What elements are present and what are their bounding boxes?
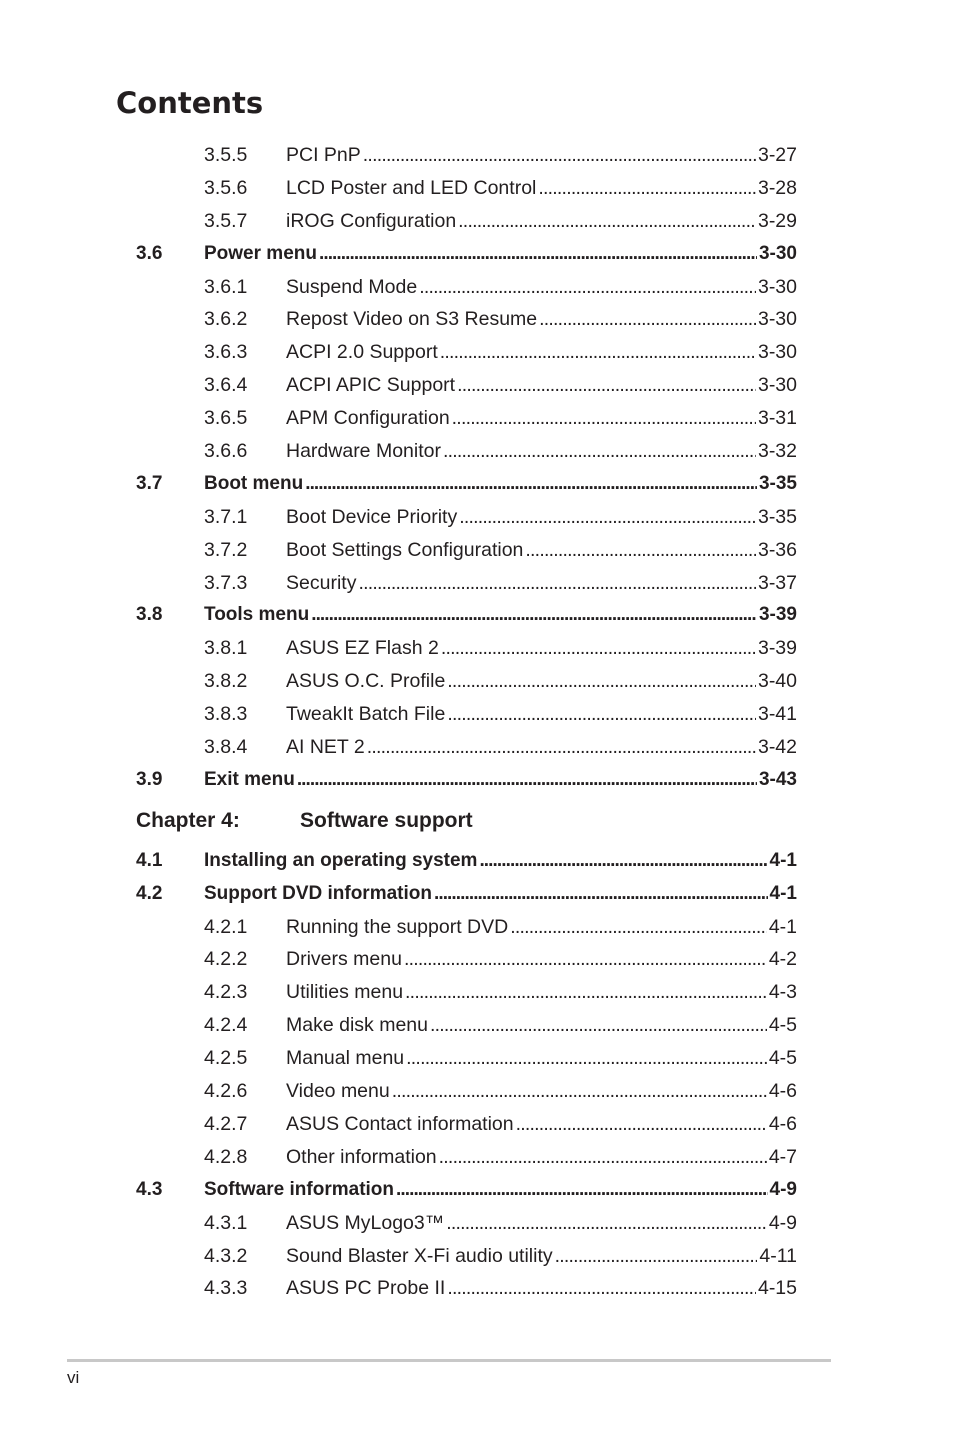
dot-leader [441, 632, 756, 665]
dot-leader [405, 976, 767, 1009]
toc-entry-title: APM Configuration [286, 407, 450, 430]
dot-leader [367, 731, 756, 764]
toc-entry-number: 3.7.2 [204, 538, 248, 561]
dot-leader [459, 501, 756, 534]
toc-entry-title: LCD Poster and LED Control [286, 176, 537, 199]
toc-entry[interactable] [0, 369, 954, 402]
toc-entry-page: 4-9 [768, 1211, 797, 1234]
toc-entry-number: 3.8.3 [204, 703, 248, 726]
toc-entry-title: Suspend Mode [286, 275, 418, 298]
toc-entry-title: Repost Video on S3 Resume [286, 308, 538, 331]
toc-entry-page: 4-7 [768, 1145, 797, 1168]
dot-leader [447, 665, 756, 698]
toc-entry-page: 3-30 [757, 275, 797, 298]
toc-entry-line [286, 1272, 797, 1305]
dot-leader [363, 139, 756, 172]
toc-entry-number: 4.2.3 [204, 981, 248, 1004]
toc-entry[interactable] [0, 1108, 954, 1141]
toc-entry-page: 3-28 [757, 176, 797, 199]
toc-entry-page: 3-42 [757, 736, 797, 759]
toc-entry-number: 3.5.6 [204, 176, 248, 199]
toc-entry[interactable] [0, 911, 954, 944]
toc-entry[interactable] [0, 878, 954, 911]
toc-entry-line [286, 205, 797, 238]
toc-entry-number: 4.3.1 [204, 1211, 248, 1234]
toc-entry-line [286, 1141, 797, 1174]
toc-entry-title: Security [286, 571, 357, 594]
toc-entry-title: Tools menu [204, 604, 310, 626]
toc-entry[interactable] [0, 1240, 954, 1273]
toc-entry-title: ACPI 2.0 Support [286, 341, 438, 364]
toc-entry-page: 4-5 [768, 1047, 797, 1070]
toc-entry-page: 3-35 [757, 505, 797, 528]
toc-entry-line [286, 501, 797, 534]
toc-entry-number: 4.1 [136, 849, 163, 871]
toc-entry[interactable] [0, 468, 954, 501]
toc-entry-title: iROG Configuration [286, 209, 457, 232]
toc-entry-page: 3-37 [757, 571, 797, 594]
toc-entry-title: Other information [286, 1145, 437, 1168]
toc-entry-line [286, 943, 797, 976]
dot-leader [404, 943, 767, 976]
toc-entry[interactable] [0, 1207, 954, 1240]
toc-entry-title: Hardware Monitor [286, 440, 441, 463]
toc-entry-line [286, 911, 797, 944]
dot-leader [396, 1174, 768, 1207]
toc-entry-page: 4-1 [768, 915, 797, 938]
toc-entry-title: TweakIt Batch File [286, 703, 446, 726]
dot-leader [452, 402, 756, 435]
toc-entry-number: 3.7.3 [204, 571, 248, 594]
toc-entry-page: 3-27 [757, 144, 797, 166]
dot-leader [434, 878, 768, 911]
toc-entry-page: 4-5 [768, 1014, 797, 1037]
toc-entry-page: 3-31 [757, 407, 797, 430]
toc-entry-page: 3-32 [757, 440, 797, 463]
toc-entry[interactable] [0, 336, 954, 369]
toc-entry[interactable] [0, 139, 954, 172]
toc-entry-number: 3.7 [136, 472, 163, 494]
toc-entry-line [204, 238, 797, 271]
toc-entry-line [286, 1207, 797, 1240]
toc-entry-line [204, 1174, 797, 1207]
toc-entry[interactable] [0, 172, 954, 205]
toc-entry-line [286, 1075, 797, 1108]
toc-entry-line [286, 567, 797, 600]
dot-leader [319, 238, 757, 271]
toc-entry-line [286, 698, 797, 731]
toc-entry-number: 4.2.6 [204, 1080, 248, 1103]
toc-entry-page: 4-1 [769, 882, 797, 904]
dot-leader [311, 599, 757, 632]
toc-entry-number: 3.8 [136, 604, 163, 626]
toc-entry-page: 4-3 [768, 981, 797, 1004]
toc-entry-line [204, 764, 797, 797]
toc-group-chapter-4 [0, 845, 954, 1305]
toc-entry-number: 4.2.5 [204, 1047, 248, 1070]
toc-entry-page: 3-30 [757, 308, 797, 331]
toc-entry-number: 4.3 [136, 1178, 163, 1200]
dot-leader [439, 1141, 767, 1174]
toc-entry-title: Video menu [286, 1080, 390, 1103]
toc-entry-line [204, 878, 797, 911]
toc-entry[interactable] [0, 976, 954, 1009]
toc-entry[interactable] [0, 303, 954, 336]
toc-entry-line [204, 599, 797, 632]
toc-entry-number: 3.6.2 [204, 308, 248, 331]
toc-entry-number: 3.6 [136, 242, 163, 264]
dot-leader [525, 534, 756, 567]
toc-entry-title: ASUS PC Probe II [286, 1277, 446, 1300]
toc-entry[interactable] [0, 943, 954, 976]
toc-entry-page: 3-36 [757, 538, 797, 561]
toc-entry-number: 3.6.4 [204, 374, 248, 397]
toc-entry-line [204, 468, 797, 501]
toc-entry[interactable] [0, 534, 954, 567]
toc-entry-line [286, 1009, 797, 1042]
toc-entry[interactable] [0, 1272, 954, 1305]
toc-entry-title: Installing an operating system [204, 849, 478, 871]
toc-entry-number: 3.8.2 [204, 670, 248, 693]
toc-entry[interactable] [0, 1174, 954, 1207]
toc-entry[interactable] [0, 599, 954, 632]
toc-entry-line [286, 534, 797, 567]
toc-entry-line [286, 1108, 797, 1141]
toc-entry-number: 3.9 [136, 768, 163, 790]
toc-entry-title: Boot menu [204, 472, 304, 494]
toc-entry-page: 3-43 [758, 768, 797, 790]
toc-entry[interactable] [0, 238, 954, 271]
toc-entry-page: 4-1 [769, 849, 797, 871]
dot-leader [358, 567, 756, 600]
toc-entry-title: PCI PnP [286, 144, 361, 166]
toc-entry[interactable] [0, 665, 954, 698]
toc-entry-page: 3-30 [757, 374, 797, 397]
toc-entry-number: 3.6.6 [204, 440, 248, 463]
dot-leader [430, 1009, 767, 1042]
toc-entry-page: 3-40 [757, 670, 797, 693]
toc-entry-title: ASUS Contact information [286, 1112, 514, 1135]
toc-entry[interactable] [0, 271, 954, 304]
toc-entry-line [286, 976, 797, 1009]
dot-leader [406, 1042, 767, 1075]
dot-leader [297, 764, 757, 797]
toc-entry[interactable] [0, 1009, 954, 1042]
toc-entry-page: 3-41 [757, 703, 797, 726]
toc-entry-title: Utilities menu [286, 981, 404, 1004]
toc-entry-page: 3-35 [758, 472, 797, 494]
dot-leader [419, 271, 756, 304]
toc-entry-line [204, 845, 797, 878]
toc-entry-title: Power menu [204, 242, 317, 264]
toc-entry[interactable] [0, 402, 954, 435]
toc-entry-title: ASUS O.C. Profile [286, 670, 446, 693]
toc-entry-line [286, 1042, 797, 1075]
table-of-contents [0, 139, 954, 1305]
toc-entry-number: 3.6.3 [204, 341, 248, 364]
chapter-title: Software support [300, 808, 473, 832]
toc-entry-number: 4.2.2 [204, 948, 248, 971]
dot-leader [440, 336, 756, 369]
toc-entry-title: Make disk menu [286, 1014, 428, 1037]
toc-entry-number: 4.2.7 [204, 1112, 248, 1135]
dot-leader [538, 172, 756, 205]
toc-entry-line [286, 303, 797, 336]
toc-entry-title: Exit menu [204, 768, 295, 790]
dot-leader [555, 1240, 758, 1273]
toc-entry-page: 4-15 [757, 1277, 797, 1300]
toc-entry-page: 4-6 [768, 1112, 797, 1135]
toc-entry-page: 3-39 [758, 604, 797, 626]
toc-entry-title: Manual menu [286, 1047, 405, 1070]
toc-entry-number: 3.6.1 [204, 275, 248, 298]
toc-entry-title: Sound Blaster X-Fi audio utility [286, 1244, 553, 1267]
toc-entry-title: AI NET 2 [286, 736, 365, 759]
toc-entry-title: Boot Settings Configuration [286, 538, 524, 561]
toc-entry-title: Support DVD information [204, 882, 432, 904]
toc-entry-number: 3.8.1 [204, 637, 248, 660]
dot-leader [447, 698, 756, 731]
toc-entry[interactable] [0, 845, 954, 878]
footer-divider [67, 1359, 831, 1362]
dot-leader [510, 911, 767, 944]
toc-entry-line [286, 665, 797, 698]
dot-leader [446, 1207, 767, 1240]
toc-entry-page: 3-30 [757, 341, 797, 364]
toc-entry-title: Software information [204, 1178, 395, 1200]
chapter-label: Chapter 4: [136, 808, 240, 832]
toc-entry-number: 3.5.7 [204, 209, 248, 232]
toc-entry[interactable] [0, 1141, 954, 1174]
toc-entry-title: Running the support DVD [286, 915, 509, 938]
toc-entry-title: ASUS EZ Flash 2 [286, 637, 439, 660]
toc-entry[interactable] [0, 632, 954, 665]
toc-entry-page: 3-39 [757, 637, 797, 660]
toc-entry[interactable] [0, 205, 954, 238]
dot-leader [392, 1075, 767, 1108]
toc-entry[interactable] [0, 501, 954, 534]
toc-entry-page: 4-6 [768, 1080, 797, 1103]
toc-entry-number: 4.2 [136, 882, 163, 904]
toc-entry-title: ACPI APIC Support [286, 374, 456, 397]
dot-leader [539, 303, 756, 336]
toc-entry[interactable] [0, 731, 954, 764]
toc-entry[interactable] [0, 1075, 954, 1108]
toc-entry[interactable] [0, 1042, 954, 1075]
toc-entry[interactable] [0, 764, 954, 797]
dot-leader [516, 1108, 767, 1141]
toc-entry-number: 4.3.3 [204, 1277, 248, 1300]
chapter-heading [0, 797, 954, 845]
toc-entry[interactable] [0, 698, 954, 731]
toc-entry-line [286, 172, 797, 205]
toc-entry-page: 4-11 [759, 1244, 797, 1267]
dot-leader [458, 205, 756, 238]
toc-entry-number: 3.7.1 [204, 505, 248, 528]
toc-entry-number: 3.5.5 [204, 144, 248, 166]
toc-entry-line [286, 369, 797, 402]
toc-entry[interactable] [0, 567, 954, 600]
dot-leader [443, 435, 756, 468]
toc-entry-line [286, 731, 797, 764]
toc-entry[interactable] [0, 435, 954, 468]
dot-leader [447, 1272, 756, 1305]
toc-entry-line [286, 402, 797, 435]
toc-entry-number: 3.6.5 [204, 407, 248, 430]
dot-leader [305, 468, 757, 501]
toc-entry-page: 4-9 [769, 1178, 797, 1200]
toc-entry-line [286, 271, 797, 304]
toc-group-chapter-3 [0, 139, 954, 797]
toc-entry-number: 4.2.8 [204, 1145, 248, 1168]
page-title: Contents [116, 86, 264, 120]
dot-leader [479, 845, 767, 878]
toc-entry-page: 3-29 [757, 209, 797, 232]
dot-leader [457, 369, 756, 402]
toc-entry-line [286, 336, 797, 369]
toc-entry-page: 4-2 [768, 948, 797, 971]
toc-entry-title: ASUS MyLogo3™ [286, 1211, 445, 1234]
toc-entry-title: Drivers menu [286, 948, 402, 971]
toc-entry-line [286, 1240, 797, 1273]
toc-entry-line [286, 435, 797, 468]
toc-entry-title: Boot Device Priority [286, 505, 458, 528]
toc-entry-number: 4.3.2 [204, 1244, 248, 1267]
toc-entry-number: 4.2.4 [204, 1014, 248, 1037]
toc-entry-number: 3.8.4 [204, 736, 248, 759]
toc-entry-number: 4.2.1 [204, 915, 248, 938]
toc-entry-line [286, 632, 797, 665]
page-number: vi [67, 1368, 80, 1387]
toc-entry-line [286, 139, 797, 172]
toc-entry-page: 3-30 [758, 242, 797, 264]
